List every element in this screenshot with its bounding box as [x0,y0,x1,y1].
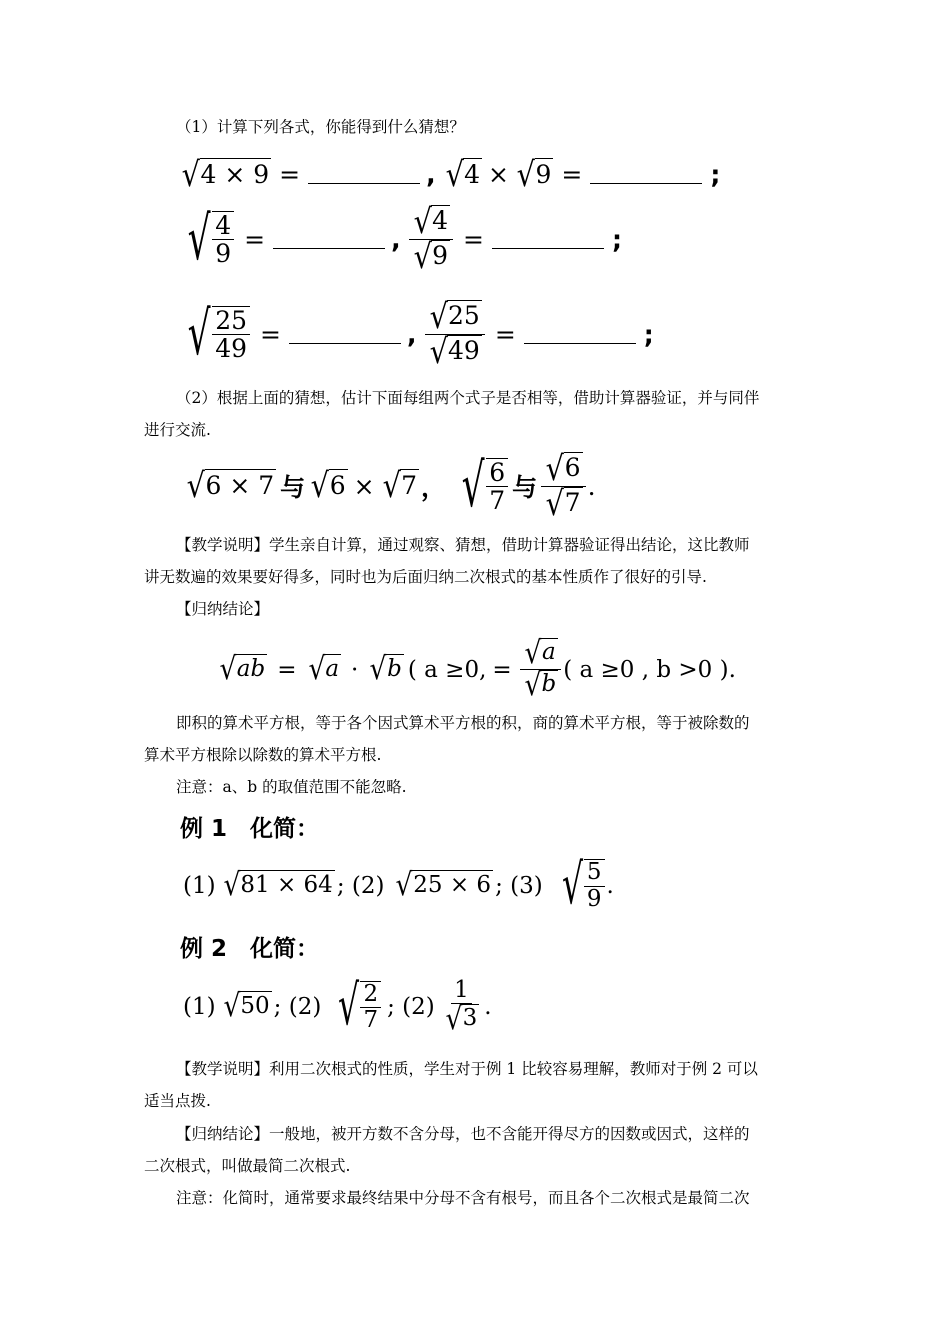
fraction-1-sqrt3: 1 √ 3 [445,977,478,1038]
sqrt-9: √ 9 [516,155,552,194]
sqrt-ab: √ ab [219,651,266,688]
sqrt-7: √ 7 [382,466,417,506]
explanation-line2: 算术平方根除以除数的算术平方根. [144,746,382,764]
sqrt-a: √ a [308,651,340,688]
equation-row-2: √ $\frac{4}{9}$ = , √ 4 √ 9 = ; [187,202,622,276]
fraction-sqrt4-sqrt9: √ 4 √ 9 [409,205,453,274]
example-1-problems: (1) √ 81 × 64 ; (2) √ 25 × 6 ; (3) √ $\frac{5}{9}$ . [183,853,614,917]
sqrt-25x6: √ 25 × 6 [395,867,492,904]
fraction-25-49: $\frac{25}{49}$ [212,306,250,363]
sqrt-6: √ 6 [310,466,346,506]
example-2-title: 例 2 化简： [180,936,320,962]
property-formula: √ ab = √ a · √ b ( a ≥0, = √ a √ b ( a ≥0 , b >0 ). [219,635,736,704]
fraction-sqrta-sqrtb: √ a √ b [520,638,562,702]
fraction-6-7: $\frac{6}{7}$ [486,458,508,515]
sqrt-50: √ 50 [223,988,270,1025]
equation-row-3: √ $\frac{25}{49}$ = , √ 25 √ 49 = ; [187,297,654,371]
example-1-title: 例 1 化简： [180,816,320,842]
note-1: 注意：a、b 的取值范围不能忽略. [176,778,407,796]
fraction-5-9: $\frac{5}{9}$ [584,859,605,912]
teaching-note-1-line1: 【教学说明】学生亲自计算，通过观察、猜想，借助计算器验证得出结论，这比教师 [176,536,750,554]
fraction-sqrt6-sqrt7: √ 6 √ 7 [541,452,585,521]
question-1-text: （1）计算下列各式，你能得到什么猜想？ [176,118,465,136]
teaching-note-2-line2: 适当点拨. [144,1092,211,1110]
explanation-line1: 即积的算术平方根，等于各个因式算术平方根的积，商的算术平方根，等于被除数的 [176,714,750,732]
sqrt-4x9: √ 4 × 9 [181,155,270,194]
sqrt-b: √ b [369,651,402,688]
answer-blank[interactable] [492,230,604,249]
note-2: 注意：化简时，通常要求最终结果中分母不含有根号，而且各个二次根式是最简二次 [176,1189,750,1207]
equation-row-1: √ 4 × 9 = , √ 4 × √ 9 = ; [181,155,721,194]
compare-expressions: √ 6 × 7 与 √ 6 × √ 7 ， √ $\frac{6}{7}$ 与 √ 6 √ 7 . [186,449,596,523]
sqrt-6x7: √ 6 × 7 [186,466,275,506]
answer-blank[interactable] [308,165,420,184]
answer-blank[interactable] [524,325,636,344]
conclusion-2-line2: 二次根式，叫做最简二次根式. [144,1157,351,1175]
fraction-2-7: $\frac{2}{7}$ [360,981,381,1034]
teaching-note-1-line2: 讲无数遍的效果要好得多，同时也为后面归纳二次根式的基本性质作了很好的引导. [144,568,707,586]
answer-blank[interactable] [273,230,385,249]
sqrt-81x64: √ 81 × 64 [223,867,333,904]
answer-blank[interactable] [590,165,702,184]
conclusion-2-line1: 【归纳结论】一般地，被开方数不含分母，也不含能开得尽方的因数或因式，这样的 [176,1125,750,1143]
sqrt-4: √ 4 [445,155,481,194]
question-2-line2: 进行交流. [144,421,211,439]
conclusion-label: 【归纳结论】 [176,600,270,618]
question-2-line1: （2）根据上面的猜想，估计下面每组两个式子是否相等，借助计算器验证，并与同伴 [176,389,760,407]
fraction-4-9: $\frac{4}{9}$ [212,211,234,268]
teaching-note-2-line1: 【教学说明】利用二次根式的性质，学生对于例 1 比较容易理解，教师对于例 2 可以 [176,1060,758,1078]
answer-blank[interactable] [289,325,401,344]
fraction-sqrt25-sqrt49: √ 25 √ 49 [425,300,485,369]
example-2-problems: (1) √ 50 ; (2) √ $\frac{2}{7}$ ; (2) 1 √ 3 . [183,974,492,1039]
